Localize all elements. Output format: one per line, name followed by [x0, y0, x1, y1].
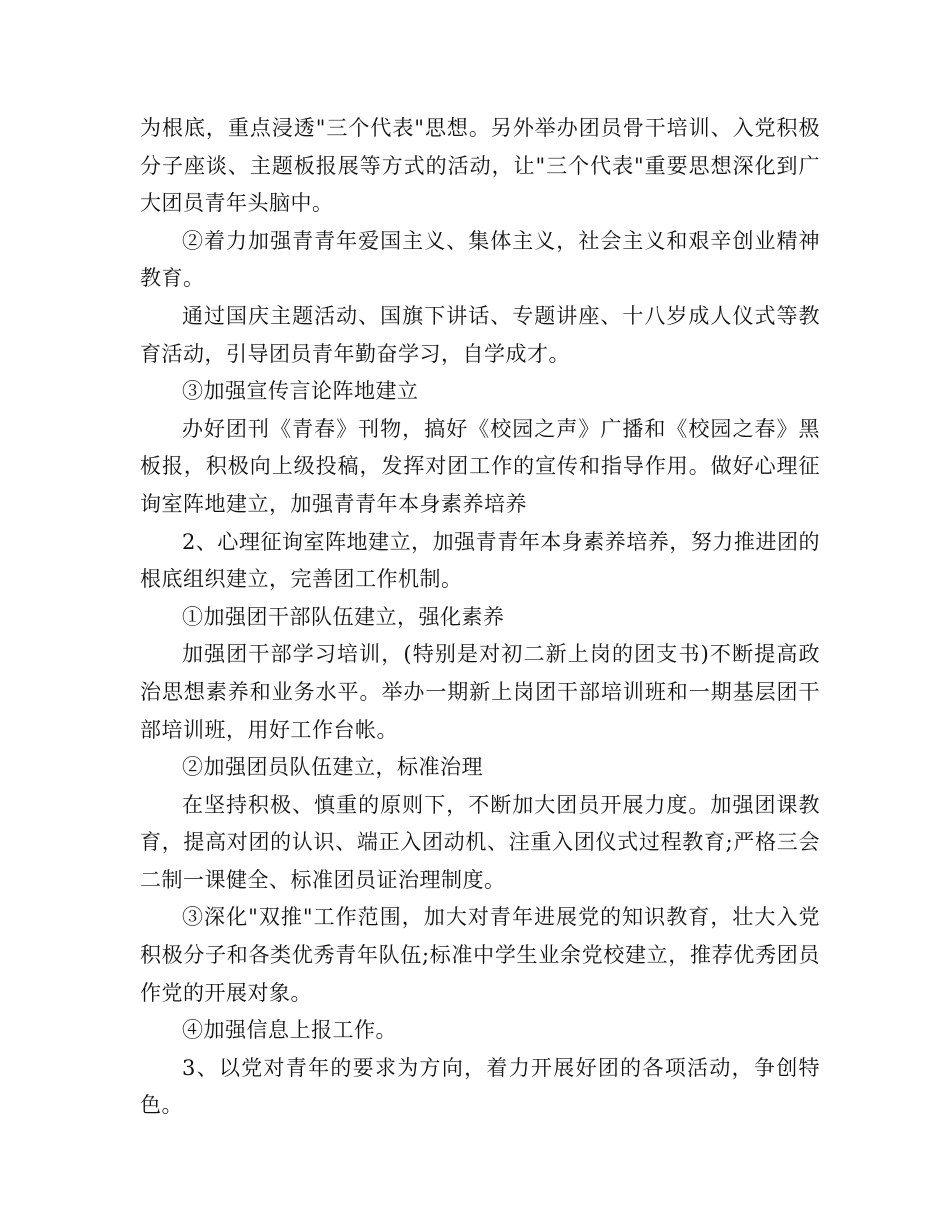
section-heading: ③加强宣传言论阵地建立 — [182, 379, 419, 404]
paragraph: 2、心理征询室阵地建立，加强青青年本身素养培养，努力推进团的根底组织建立，完善团工作机制。 — [140, 529, 820, 592]
section-heading: ②加强团员队伍建立，标准治理 — [182, 755, 483, 780]
paragraph: 办好团刊《青春》刊物，搞好《校园之声》广播和《校园之春》黑板报，积极向上级投稿，发挥对团工作的宣传和指导作用。做好心理征询室阵地建立，加强青青年本身素养培养 — [140, 416, 820, 516]
paragraph: ②着力加强青青年爱国主义、集体主义，社会主义和艰辛创业精神教育。 — [140, 228, 820, 291]
section-heading: ④加强信息上报工作。 — [182, 1018, 397, 1043]
paragraph: 在坚持积极、慎重的原则下，不断加大团员开展力度。加强团课教育，提高对团的认识、端正入团动机、注重入团仪式过程教育;严格三会二制一课健全、标准团员证治理制度。 — [140, 792, 820, 892]
paragraph: 3、以党对青年的要求为方向，着力开展好团的各项活动，争创特色。 — [140, 1055, 820, 1118]
paragraph: 为根底，重点浸透"三个代表"思想。另外举办团员骨干培训、入党积极分子座谈、主题板报展等方式的活动，让"三个代表"重要思想深化到广大团员青年头脑中。 — [140, 116, 820, 216]
paragraph: ③深化"双推"工作范围，加大对青年进展党的知识教育，壮大入党积极分子和各类优秀青年队伍;标准中学生业余党校建立，推荐优秀团员作党的开展对象。 — [140, 905, 820, 1005]
document-page — [140, 110, 820, 1125]
section-heading: ①加强团干部队伍建立，强化素养 — [182, 604, 505, 629]
paragraph: 通过国庆主题活动、国旗下讲话、专题讲座、十八岁成人仪式等教育活动，引导团员青年勤奋学习，自学成才。 — [140, 303, 820, 366]
paragraph: 加强团干部学习培训，(特别是对初二新上岗的团支书)不断提高政治思想素养和业务水平。举办一期新上岗团干部培训班和一期基层团干部培训班，用好工作台帐。 — [140, 642, 820, 742]
